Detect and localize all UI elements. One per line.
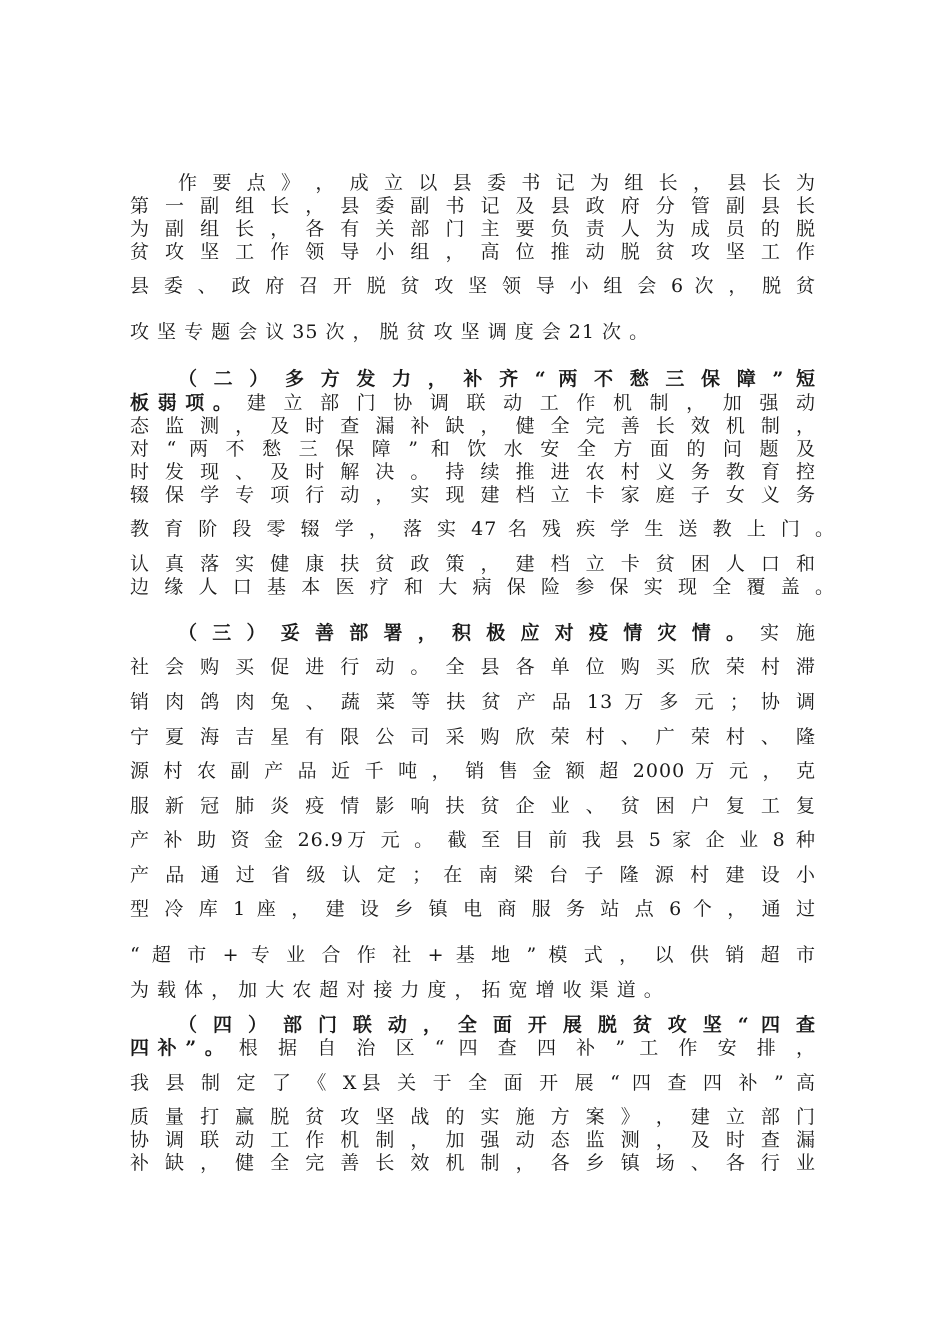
p3-line-7: 产 补 助 资 金 26.9万 元 。 截 至 目 前 我 县 5 家 企 业 8 种 — [130, 829, 816, 851]
p3-line-5: 源 村 农 副 产 品 近 千 吨 ， 销 售 金 额 超 2000 万 元 ， 克 — [130, 760, 816, 782]
p3-line-1-text: 实 施 — [760, 622, 816, 644]
p2-heading-end: 板 弱 项 。 — [130, 392, 233, 414]
p4-line-3: 我 县 制 定 了 《 X县 关 于 全 面 开 展 “ 四 查 四 补 ” 高 — [130, 1072, 816, 1094]
p4-heading-end: 四 补 ” 。 — [130, 1037, 225, 1059]
p2-line-3: 态 监 测 ， 及 时 查 漏 补 缺 ， 健 全 完 善 长 效 机 制 ， — [130, 415, 816, 437]
p1-line-4: 贫 攻 坚 工 作 领 导 小 组 ， 高 位 推 动 脱 贫 攻 坚 工 作 — [130, 241, 816, 263]
p2-line-8: 认 真 落 实 健 康 扶 贫 政 策 ， 建 档 立 卡 贫 困 人 口 和 — [130, 553, 816, 575]
p2-line-7: 教 育 阶 段 零 辍 学 ， 落 实 47 名 残 疾 学 生 送 教 上 门 。 — [130, 518, 835, 540]
p3-line-6: 服 新 冠 肺 炎 疫 情 影 响 扶 贫 企 业 、 贫 困 户 复 工 复 — [130, 795, 816, 817]
p2-line-2-text: 建 立 部 门 协 调 联 动 工 作 机 制 ， 加 强 动 — [246, 392, 816, 414]
p3-line-2: 社 会 购 买 促 进 行 动 。 全 县 各 单 位 购 买 欣 荣 村 滞 — [130, 656, 816, 678]
p3-heading: （ 三 ） 妥 善 部 署 ， 积 极 应 对 疫 情 灾 情 。 — [178, 622, 746, 644]
p1-line-6: 攻 坚 专 题 会 议 35 次 ， 脱 贫 攻 坚 调 度 会 21 次 。 — [130, 321, 650, 343]
p3-line-1 — [178, 621, 816, 645]
p2-line-4: 对 “ 两 不 愁 三 保 障 ” 和 饮 水 安 全 方 面 的 问 题 及 — [130, 438, 816, 460]
p1-line-1: 作 要 点 》 ， 成 立 以 县 委 书 记 为 组 长 ， 县 长 为 — [178, 172, 816, 194]
p3-line-4: 宁 夏 海 吉 星 有 限 公 司 采 购 欣 荣 村 、 广 荣 村 、 隆 — [130, 726, 816, 748]
p4-heading: （ 四 ） 部 门 联 动 ， 全 面 开 展 脱 贫 攻 坚 “ 四 查 — [178, 1014, 816, 1036]
p4-line-2 — [130, 1036, 816, 1060]
p3-line-9: 型 冷 库 1 座 ， 建 设 乡 镇 电 商 服 务 站 点 6 个 ， 通 过 — [130, 898, 816, 920]
p2-line-2 — [130, 391, 816, 415]
p3-line-3: 销 肉 鸽 肉 兔 、 蔬 菜 等 扶 贫 产 品 13 万 多 元 ； 协 调 — [130, 691, 816, 713]
p3-line-10: “ 超 市 + 专 业 合 作 社 + 基 地 ” 模 式 ， 以 供 销 超 市 — [130, 944, 816, 966]
p1-line-2: 第 一 副 组 长 ， 县 委 副 书 记 及 县 政 府 分 管 副 县 长 — [130, 195, 816, 217]
p4-line-4: 质 量 打 赢 脱 贫 攻 坚 战 的 实 施 方 案 》 ， 建 立 部 门 — [130, 1106, 816, 1128]
p2-heading: （ 二 ） 多 方 发 力 ， 补 齐 “ 两 不 愁 三 保 障 ” 短 — [178, 368, 816, 390]
p4-line-5: 协 调 联 动 工 作 机 制 ， 加 强 动 态 监 测 ， 及 时 查 漏 — [130, 1129, 816, 1151]
p1-line-5: 县 委 、 政 府 召 开 脱 贫 攻 坚 领 导 小 组 会 6 次 ， 脱 贫 — [130, 275, 816, 297]
p2-line-5: 时 发 现 、 及 时 解 决 。 持 续 推 进 农 村 义 务 教 育 控 — [130, 461, 816, 483]
p4-line-6: 补 缺 ， 健 全 完 善 长 效 机 制 ， 各 乡 镇 场 、 各 行 业 — [130, 1152, 816, 1174]
p4-line-2-text: 根 据 自 治 区 “ 四 查 四 补 ” 工 作 安 排 ， — [238, 1037, 816, 1059]
p2-line-9: 边 缘 人 口 基 本 医 疗 和 大 病 保 险 参 保 实 现 全 覆 盖 。 — [130, 576, 835, 598]
p3-line-11: 为 载 体 ， 加 大 农 超 对 接 力 度 ， 拓 宽 增 收 渠 道 。 — [130, 979, 664, 1001]
p3-line-8: 产 品 通 过 省 级 认 定 ； 在 南 梁 台 子 隆 源 村 建 设 小 — [130, 864, 816, 886]
p2-line-6: 辍 保 学 专 项 行 动 ， 实 现 建 档 立 卡 家 庭 子 女 义 务 — [130, 484, 816, 506]
p1-line-3: 为 副 组 长 ， 各 有 关 部 门 主 要 负 责 人 为 成 员 的 脱 — [130, 218, 816, 240]
